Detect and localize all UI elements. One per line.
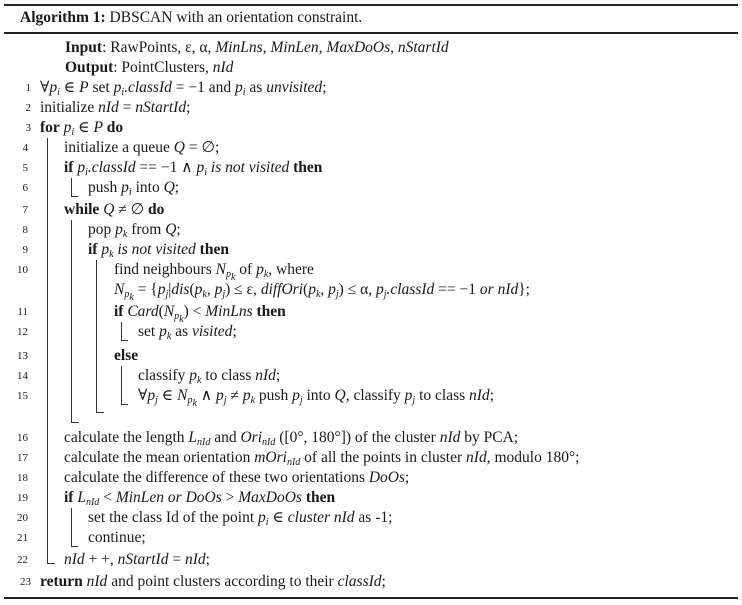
line-text: if $p_k$ is not visited then <box>88 241 229 260</box>
bottom-rule <box>4 597 738 599</box>
algo-line-18 <box>0 468 742 488</box>
line-number: 10 <box>17 264 28 276</box>
line-text: $N_{p_k} = \{p_j|dis(p_k$, $p_j) \le \varepsilon$, $diffOri(p_k$, $p_j) \le \alpha$, $p_j.classId == -1$ or nId}; <box>114 281 530 303</box>
algo-line-6 <box>0 178 742 198</box>
line-text: nId + +, nStartId = nId; <box>64 551 210 568</box>
line-number: 18 <box>17 472 28 484</box>
algo-line-3 <box>0 118 742 138</box>
line-number: 23 <box>20 576 31 588</box>
algo-line-5 <box>0 158 742 178</box>
line-text: pop $p_k$ from Q; <box>88 221 181 240</box>
line-text: calculate the mean orientation mOri$_{nId}$ of all the points in cluster nId, modulo 180°; <box>64 449 580 468</box>
line-number: 20 <box>17 512 28 524</box>
algo-line-20 <box>0 508 742 528</box>
algo-line-16 <box>0 428 742 448</box>
algo-line-7 <box>0 200 742 220</box>
algo-line-9 <box>0 240 742 260</box>
line-number: 4 <box>22 142 28 154</box>
output-label: Output <box>65 59 114 76</box>
algo-line-4 <box>0 138 742 158</box>
algo-line-17 <box>0 448 742 468</box>
line-number: 22 <box>17 554 28 566</box>
line-text: for $p_i$ ∈ P do <box>40 119 124 138</box>
line-number: 13 <box>17 350 28 362</box>
output-value: : PointClusters, nId <box>113 59 234 76</box>
line-number: 16 <box>17 432 28 444</box>
line-number: 3 <box>25 122 31 134</box>
line-text: continue; <box>88 529 146 546</box>
algo-line-13 <box>0 346 742 366</box>
caption-rule <box>4 32 738 34</box>
algo-line-2 <box>0 98 742 118</box>
line-text: classify $p_k$ to class nId; <box>138 367 281 386</box>
line-text: initialize nId = nStartId; <box>40 99 191 116</box>
line-text: initialize a queue Q = ∅; <box>64 139 220 156</box>
line-text: if $Card(N_{p_k})$ < MinLns then <box>114 303 286 325</box>
line-number: 1 <box>25 82 31 94</box>
algorithm-caption <box>20 9 362 27</box>
line-number: 14 <box>17 370 28 382</box>
caption-title: DBSCAN with an orientation constraint. <box>105 9 363 26</box>
algo-line-21 <box>0 528 742 548</box>
line-text: while Q ≠ ∅ do <box>64 201 165 218</box>
algo-line-10-cont <box>0 280 742 303</box>
line-text: calculate the difference of these two orientations DoOs; <box>64 469 410 486</box>
line-text: else <box>114 347 139 364</box>
algo-line-8 <box>0 220 742 240</box>
caption-label: Algorithm 1: <box>20 9 106 26</box>
if-visited-block-end <box>96 412 104 413</box>
algo-line-23 <box>0 572 742 592</box>
line-text: calculate the length $L_{nId}$ and Ori$_{nId}$ ([0°, 180°]) of the cluster nId by PCA; <box>64 429 519 448</box>
input-label: Input <box>65 39 103 56</box>
algo-line-10 <box>0 260 742 283</box>
line-number: 7 <box>22 204 28 216</box>
line-number: 9 <box>22 244 28 256</box>
while-block-end <box>71 422 79 423</box>
line-number: 6 <box>22 182 28 194</box>
algo-line-12 <box>0 322 742 342</box>
algo-line-14 <box>0 366 742 386</box>
line-number: 11 <box>17 306 28 318</box>
line-text: set the class Id of the point $p_i$ ∈ cluster nId as -1; <box>88 509 393 528</box>
algo-line-19 <box>0 488 742 508</box>
line-number: 19 <box>17 492 28 504</box>
algo-line-11 <box>0 302 742 325</box>
line-number: 5 <box>22 162 28 174</box>
line-text: $\forall p_i$ ∈ P set $p_i.classId = -1$ and $p_i$ as unvisited; <box>40 79 327 98</box>
algo-line-22 <box>0 550 742 570</box>
line-number: 17 <box>17 452 28 464</box>
line-text: push $p_i$ into Q; <box>88 179 180 198</box>
line-number: 12 <box>17 326 28 338</box>
line-text: return nId and point clusters according to their classId; <box>40 573 386 590</box>
top-rule <box>4 4 738 6</box>
algo-line-15 <box>0 386 742 409</box>
algo-line-1 <box>0 78 742 98</box>
line-number: 8 <box>22 224 28 236</box>
line-text: $\forall p_j$ ∈ $N_{p_k}$ ∧ $p_j \ne p_k$ push $p_j$ into Q, classify $p_j$ to class nId; <box>138 387 494 409</box>
line-number: 15 <box>17 390 28 402</box>
line-number: 2 <box>25 102 31 114</box>
line-text: if $p_i.classId == -1$ ∧ $p_i$ is not visited then <box>64 159 323 178</box>
line-text: set $p_k$ as visited; <box>138 323 237 342</box>
line-text: find neighbours $N_{p_k}$ of $p_k$, where <box>114 261 314 283</box>
line-number: 21 <box>17 532 28 544</box>
line-text: if $L_{nId}$ < MinLen or DoOs > MaxDoOs then <box>64 489 336 508</box>
input-value: : RawPoints, ε, α, MinLns, MinLen, MaxDoOs, nStartId <box>102 39 449 56</box>
